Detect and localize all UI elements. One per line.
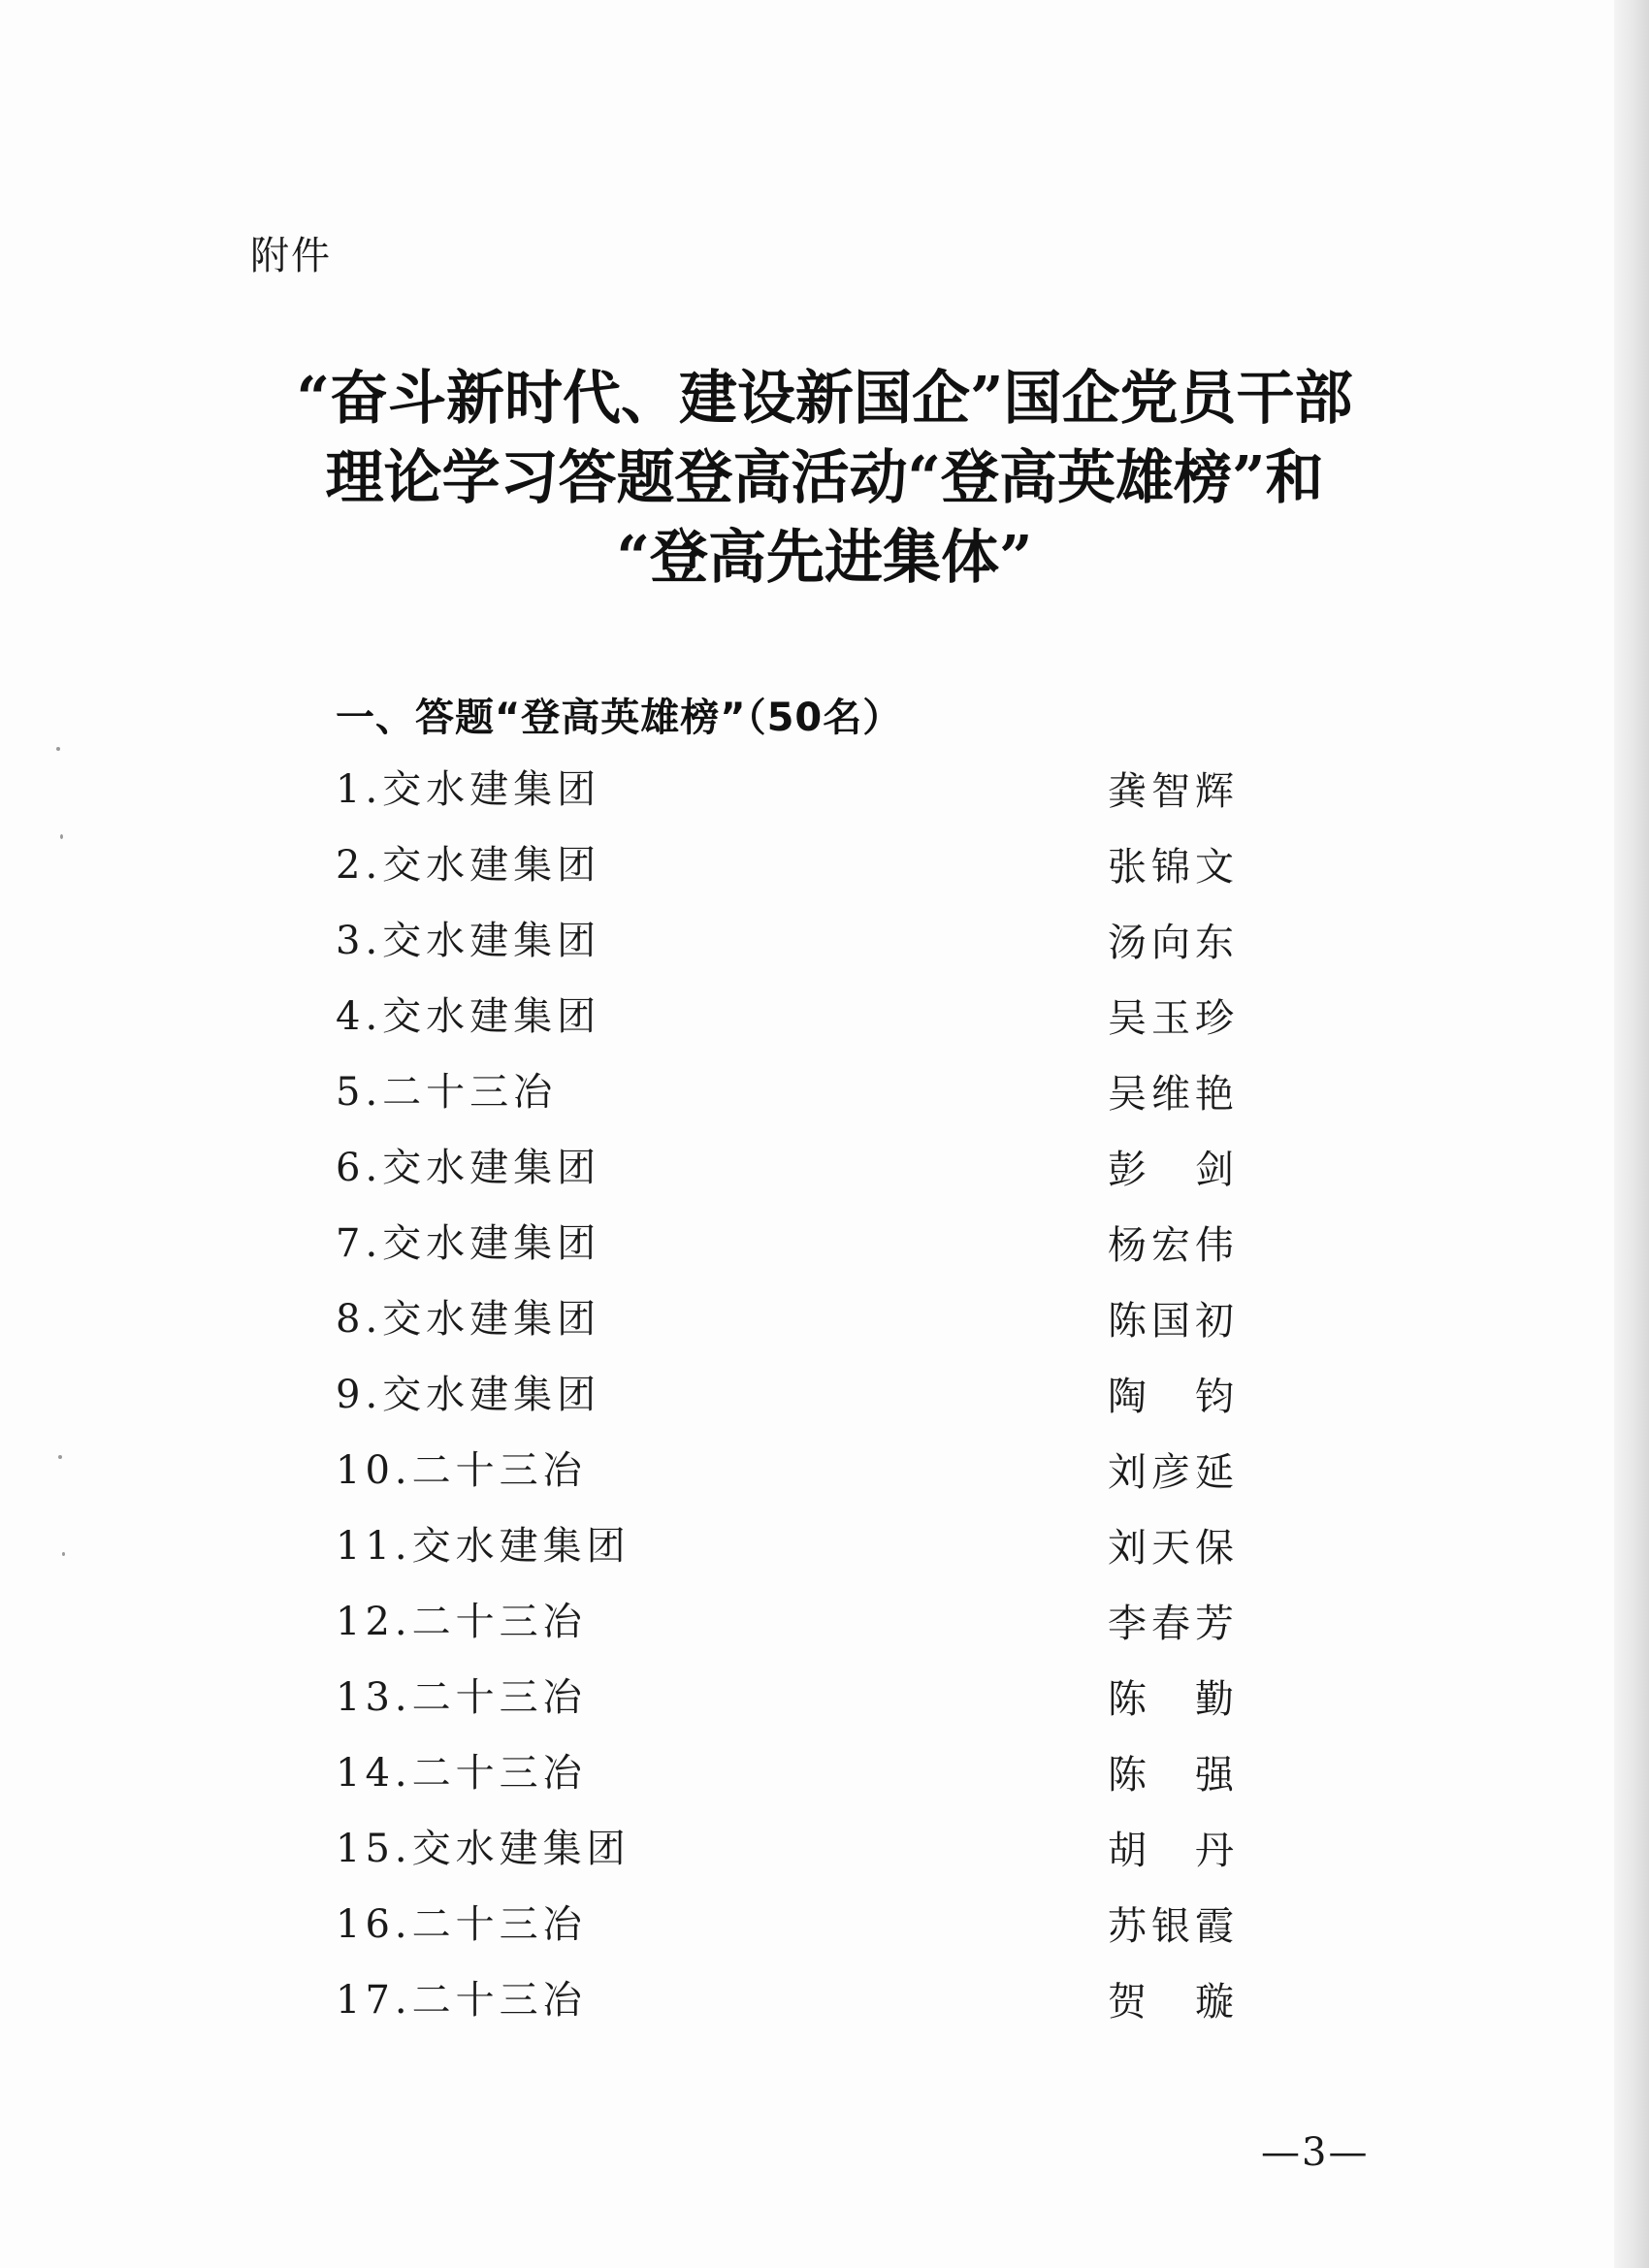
list-item [336, 1518, 1238, 1594]
entry-organization: 6.交水建集团 [336, 1146, 601, 1190]
list-item [336, 1442, 1238, 1518]
list-item [336, 761, 1238, 837]
entry-organization: 5.二十三冶 [336, 1070, 558, 1115]
entry-organization: 8.交水建集团 [336, 1297, 601, 1342]
entry-organization: 2.交水建集团 [336, 843, 601, 888]
document-title [194, 359, 1455, 598]
entry-person-name: 陈强 [1108, 1753, 1234, 1798]
attachment-label: 附件 [250, 234, 332, 278]
entry-organization: 16.二十三冶 [336, 1902, 587, 1947]
entry-organization: 17.二十三冶 [336, 1978, 587, 2023]
entry-organization: 7.交水建集团 [336, 1221, 601, 1266]
entry-organization: 11.交水建集团 [336, 1524, 630, 1569]
title-line-1: “奋斗新时代、建设新国企”国企党员干部 [296, 365, 1353, 433]
entry-organization: 15.交水建集团 [336, 1827, 630, 1871]
title-line-2: 理论学习答题登高活动“登高英雄榜”和 [325, 444, 1324, 512]
list-item [336, 913, 1238, 988]
entry-person-name: 刘彦延 [1108, 1450, 1234, 1495]
entry-organization: 3.交水建集团 [336, 919, 601, 963]
list-item [336, 1140, 1238, 1215]
entry-person-name: 吴维艳 [1108, 1072, 1234, 1117]
list-item [336, 988, 1238, 1064]
list-item [336, 1594, 1238, 1669]
entry-organization: 9.交水建集团 [336, 1373, 601, 1417]
entry-organization: 13.二十三冶 [336, 1675, 587, 1720]
scan-speck [60, 834, 63, 839]
list-item [336, 1215, 1238, 1291]
entry-person-name: 陶钧 [1108, 1375, 1234, 1419]
section-heading: 一、答题“登高英雄榜”（50名） [336, 696, 903, 740]
entry-organization: 14.二十三冶 [336, 1751, 587, 1796]
entry-person-name: 李春芳 [1108, 1602, 1234, 1646]
list-item [336, 1821, 1238, 1896]
entry-person-name: 杨宏伟 [1108, 1223, 1234, 1268]
entry-person-name: 刘天保 [1108, 1526, 1234, 1571]
entry-organization: 10.二十三冶 [336, 1448, 587, 1493]
entry-person-name: 张锦文 [1108, 845, 1234, 890]
entry-organization: 12.二十三冶 [336, 1600, 587, 1644]
entry-person-name: 吴玉珍 [1108, 996, 1234, 1041]
entry-person-name: 胡丹 [1108, 1829, 1234, 1873]
list-item [336, 1896, 1238, 1972]
entry-person-name: 龚智辉 [1108, 769, 1234, 814]
page-number: —3— [1261, 2130, 1370, 2175]
list-item [336, 1367, 1238, 1442]
title-line-3: “登高先进集体” [616, 524, 1033, 592]
list-item [336, 1291, 1238, 1367]
entry-person-name: 陈国初 [1108, 1299, 1234, 1344]
entry-organization: 1.交水建集团 [336, 767, 601, 812]
entry-person-name: 汤向东 [1108, 921, 1234, 965]
scan-speck [56, 747, 60, 751]
entry-organization: 4.交水建集团 [336, 994, 601, 1039]
entry-person-name: 彭剑 [1108, 1148, 1234, 1192]
scan-speck [58, 1455, 62, 1459]
list-item [336, 1745, 1238, 1821]
list-item [336, 1064, 1238, 1140]
entry-person-name: 陈勤 [1108, 1677, 1234, 1722]
scan-edge [1614, 0, 1649, 2268]
entry-person-name: 贺璇 [1108, 1980, 1234, 2025]
list-item [336, 1972, 1238, 2048]
entry-person-name: 苏银霞 [1108, 1904, 1234, 1949]
list-item [336, 837, 1238, 913]
scan-speck [62, 1552, 65, 1556]
list-item [336, 1669, 1238, 1745]
honor-list [336, 761, 1238, 2048]
